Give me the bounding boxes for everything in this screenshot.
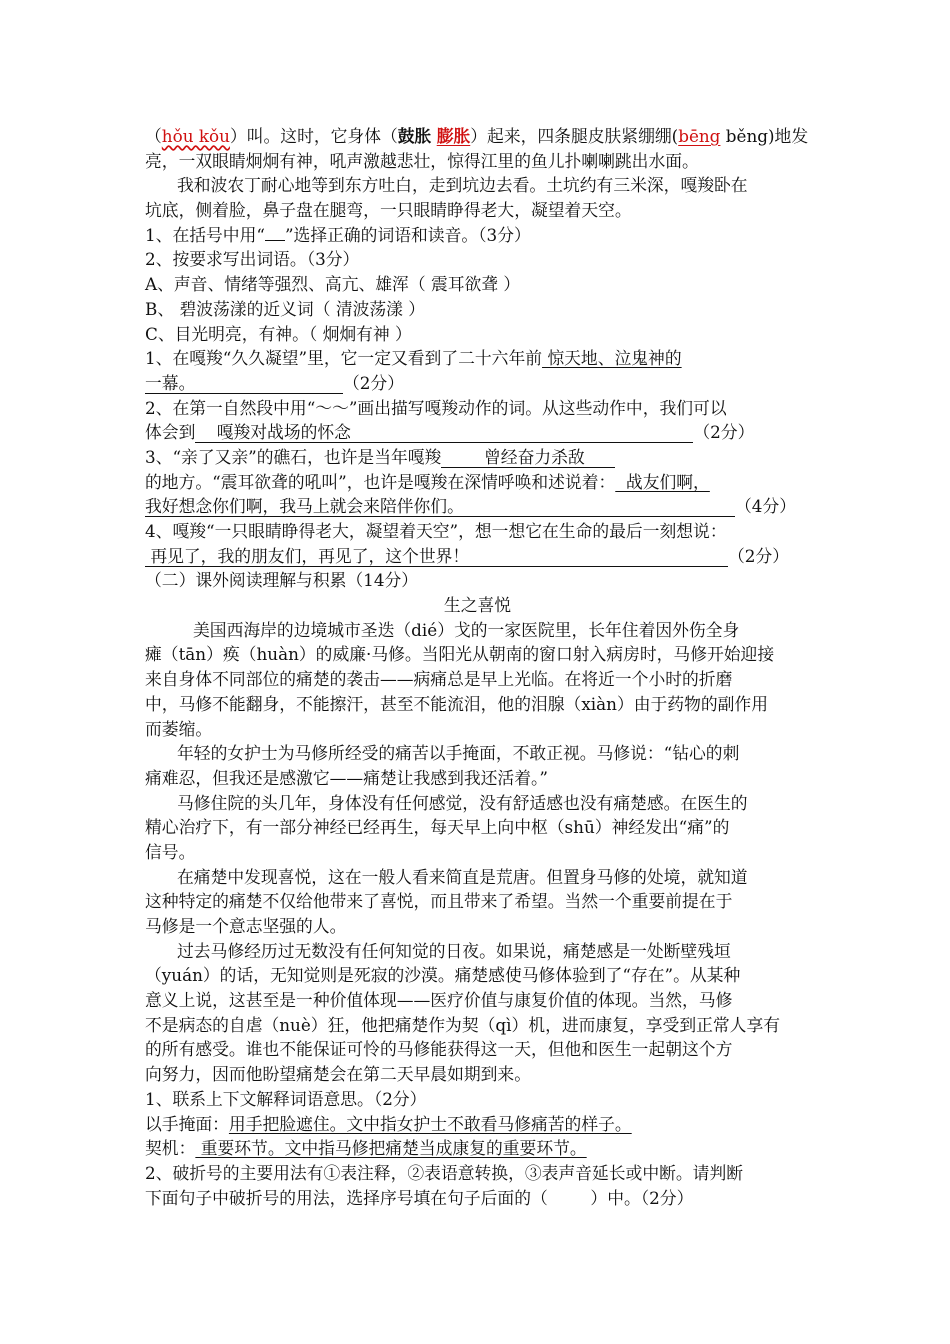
- score: （2分）: [728, 545, 790, 566]
- text-line: 坑底，侧着脸，鼻子盘在腿弯，一只眼睛睁得老大，凝望着天空。: [145, 200, 632, 221]
- text: ）叫。这时，它身体（: [229, 126, 398, 146]
- text-line: （yuán）的话，无知觉则是死寂的沙漠。痛楚感使马修体验到了“存在”。从某种: [145, 965, 741, 986]
- text-line: 信号。: [145, 841, 196, 862]
- text: ）起来，四条腿皮肤紧绷绷(: [470, 126, 679, 146]
- answer-line: A、声音、情绪等强烈、高亢、雄浑（ 震耳欲聋 ）: [145, 274, 521, 295]
- answer-line: B、 碧波荡漾的近义词（ 清波荡漾 ）: [145, 298, 426, 319]
- section-heading: （二）课外阅读理解与积累（14分）: [145, 570, 419, 591]
- paren: （: [145, 126, 162, 146]
- text-line: 亮，一双眼睛炯炯有神，吼声激越悲壮，惊得江里的鱼儿扑喇喇跳出水面。: [145, 150, 699, 171]
- text: 以手掩面：: [145, 1113, 229, 1134]
- text-line: 在痛楚中发现喜悦，这在一般人看来简直是荒唐。但置身马修的处境，就知道: [177, 866, 748, 887]
- pinyin-answer: bēng: [678, 126, 721, 146]
- text-line: 痛难忍，但我还是感激它——痛楚让我感到我还活着。”: [145, 767, 548, 788]
- text-line: 意义上说，这甚至是一种价值体现——医疗价值与康复价值的体现。当然，马修: [145, 990, 733, 1011]
- answer: 嘎羧对战场的怀念: [195, 422, 693, 443]
- question-line: [145, 223, 810, 248]
- answer-line: [145, 1136, 810, 1161]
- text: 契机：: [145, 1138, 196, 1159]
- answer: 用手把脸遮住。文中指女护士不敢看马修痛苦的样子。: [228, 1113, 632, 1134]
- question-line: 4、嘎羧“一只眼睛睁得老大，凝望着天空”，想一想它在生命的最后一刻想说：: [145, 521, 727, 541]
- passage-title: 生之喜悦: [443, 595, 512, 616]
- text-line: 马修是一个意志坚强的人。: [145, 916, 347, 936]
- word-option: 鼓胀: [397, 126, 432, 146]
- answer: 惊天地、泣鬼神的: [542, 348, 682, 369]
- text-line: 向努力，因而他盼望痛楚会在第二天早晨如期到来。: [145, 1064, 531, 1085]
- text: 的地方。“震耳欲聋的吼叫”，也许是嘎羧在深情呼唤和述说着：: [145, 471, 616, 492]
- text-line: 美国西海岸的边境城市圣迭（dié）戈的一家医院里，长年住着因外伤全身: [193, 619, 740, 640]
- word-answer: 膨胀: [436, 126, 471, 146]
- text-line: 过去马修经历过无数没有任何知觉的日夜。如果说，痛楚感是一处断壁残垣: [177, 940, 731, 961]
- text: běng)地发: [720, 126, 809, 146]
- text-line: 这种特定的痛楚不仅给他带来了喜悦，而且带来了希望。当然一个重要前提在于: [145, 891, 733, 912]
- answer-line: [145, 494, 810, 519]
- answer-line: [145, 544, 810, 569]
- score: （2分）: [693, 422, 755, 443]
- question-line: [145, 470, 810, 495]
- text-line: 来自身体不同部位的痛楚的袭击——病痛总是早上光临。在将近一个小时的折磨: [145, 669, 733, 690]
- exam-page: [145, 124, 810, 1210]
- text-line: 而萎缩。: [145, 718, 213, 739]
- answer: 一幕。: [145, 373, 343, 394]
- answer: 我好想念你们啊，我马上就会来陪伴你们。: [145, 496, 735, 517]
- text-line: [145, 124, 810, 149]
- answer: 曾经奋力杀敌: [441, 447, 615, 468]
- answer-line: C、目光明亮，有神。（ 炯炯有神 ）: [145, 323, 412, 344]
- question-line: [145, 445, 810, 470]
- answer-line: [145, 420, 810, 445]
- question-line: 2、破折号的主要用法有①表注释，②表语意转换，③表声音延长或中断。请判断: [145, 1162, 744, 1183]
- question-line: 下面句子中破折号的用法，选择序号填在句子后面的（ ）中。（2分）: [145, 1187, 694, 1208]
- text-line: 的所有感受。谁也不能保证可怜的马修能获得这一天，但他和医生一起朝这个方: [145, 1039, 733, 1060]
- text: ”选择正确的词语和读音。（3分）: [284, 224, 531, 245]
- text-line: 精心治疗下，有一部分神经已经再生，每天早上向中枢（shū）神经发出“痛”的: [145, 817, 730, 838]
- answer: 重要环节。文中指马修把痛楚当成康复的重要环节。: [195, 1138, 587, 1159]
- text-line: 瘫（tān）痪（huàn）的威廉·马修。当阳光从朝南的窗口射入病房时，马修开始迎接: [145, 644, 775, 665]
- score: （2分）: [343, 372, 405, 393]
- text: 体会到: [145, 422, 196, 443]
- question-line: [145, 346, 810, 371]
- text-line: 不是病态的自虐（nuè）狂，他把痛楚作为契（qì）机，进而康复，享受到正常人享有: [145, 1014, 781, 1035]
- question-line: 2、在第一自然段中用“～～”画出描写嘎羧动作的词。从这些动作中，我们可以: [145, 397, 727, 418]
- text-line: 年轻的女护士为马修所经受的痛苦以手掩面，不敢正视。马修说：“钻心的刺: [177, 743, 740, 764]
- question-line: 1、联系上下文解释词语意思。（2分）: [145, 1088, 427, 1109]
- underline-mark: [265, 226, 285, 241]
- text: 1、在嘎羧“久久凝望”里，它一定又看到了二十六年前: [145, 348, 543, 369]
- answer-line: [145, 371, 810, 396]
- text: 1、在括号中用“: [145, 224, 265, 245]
- answer: 再见了，我的朋友们，再见了，这个世界！: [145, 546, 728, 567]
- text: 3、“亲了又亲”的礁石，也许是当年嘎羧: [145, 446, 442, 467]
- question-line: 2、按要求写出词语。（3分）: [145, 249, 360, 270]
- text-line: 马修住院的头几年，身体没有任何感觉，没有舒适感也没有痛楚感。在医生的: [177, 792, 748, 813]
- pinyin-answer: hǒu kǒu: [161, 126, 230, 146]
- text-line: 我和波农丁耐心地等到东方吐白，走到坑边去看。土坑约有三米深，嘎羧卧在: [177, 175, 748, 196]
- answer-line: [145, 1112, 810, 1137]
- score: （4分）: [735, 496, 797, 517]
- text-line: 中，马修不能翻身，不能擦汗，甚至不能流泪，他的泪腺（xiàn）由于药物的副作用: [145, 693, 768, 714]
- answer: 战友们啊，: [615, 471, 710, 492]
